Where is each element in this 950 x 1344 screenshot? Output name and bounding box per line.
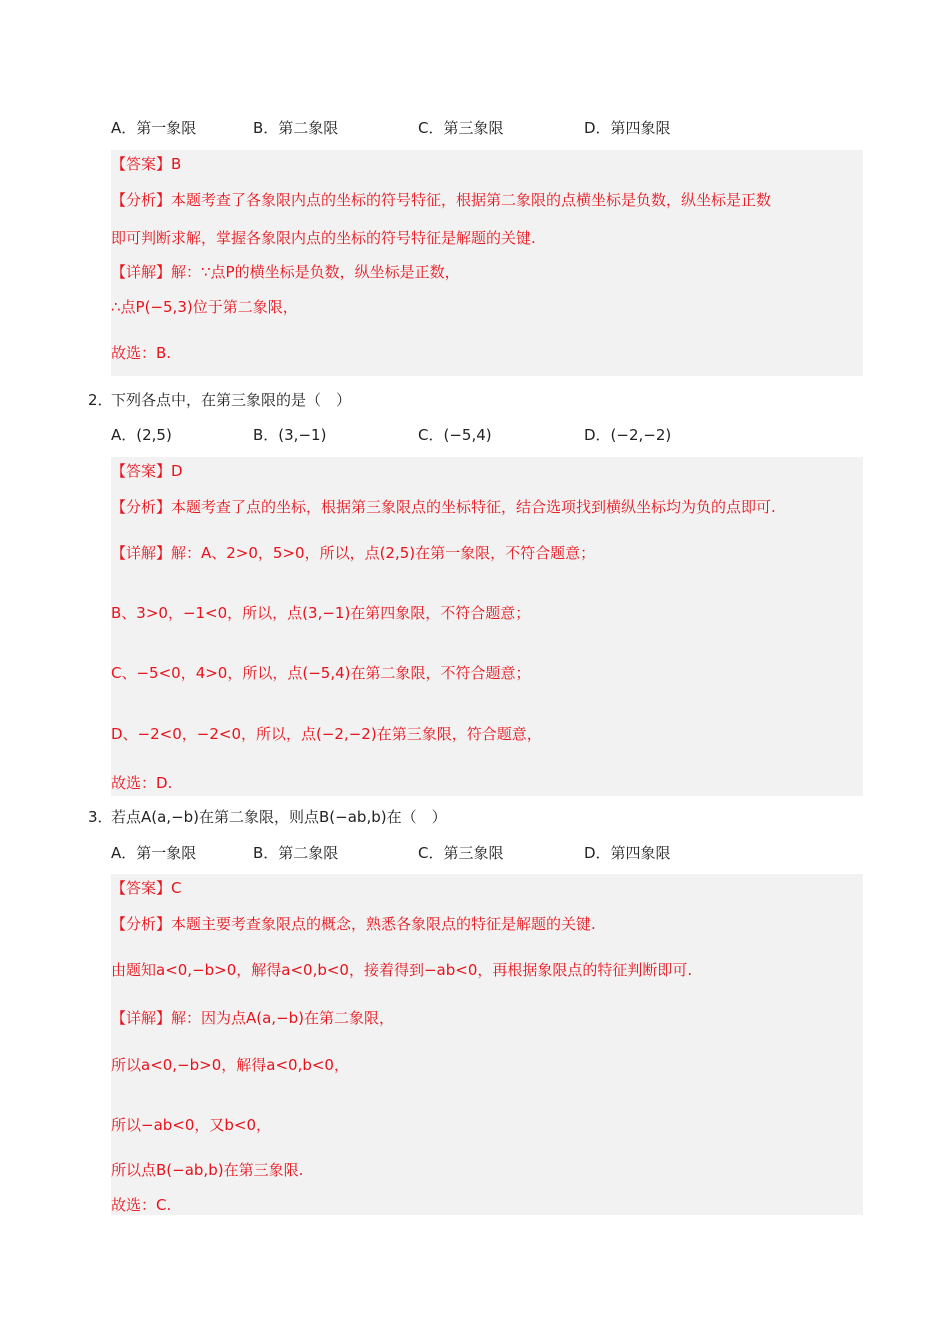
q2-detail-line-2: B、3>0，−1<0，所以，点(3,−1)在第四象限，不符合题意； [111,604,531,622]
q1-option-a: A．第一象限 [111,119,197,137]
q2-option-d: D．(−2,−2) [584,426,672,444]
q2-option-b: B．(3,−1) [253,426,327,444]
q1-option-b: B．第二象限 [253,119,339,137]
q1-analysis-line-1 [111,190,771,210]
q3-option-a: A．第一象限 [111,844,197,862]
q2-choice: 故选：D. [111,774,173,792]
q3-choice: 故选：C. [111,1196,172,1214]
q3-answer: 【答案】C [111,879,182,897]
q1-answer: 【答案】B [111,155,182,173]
q3-detail-line-3: 所以−ab<0，又b<0， [111,1116,272,1134]
q3-analysis-line-2: 由题知a<0,−b>0，解得a<0,b<0，接着得到−ab<0，再根据象限点的特征判断即可. [111,961,693,979]
q2-stem: 下列各点中，在第三象限的是（ ） [111,391,352,409]
q2-analysis: 【分析】本题考查了点的坐标，根据第三象限点的坐标特征，结合选项找到横纵坐标均为负的点即可. [111,498,776,516]
q1-option-c: C．第三象限 [418,119,504,137]
q1-analysis-text-1: 本题考查了各象限内点的坐标的符号特征，根据第二象限的点横坐标是负数，纵坐标是正数 [171,191,772,209]
q1-choice: 故选：B. [111,344,172,362]
q3-detail-line-4: 所以点B(−ab,b)在第三象限. [111,1161,304,1179]
q3-number: 3． [88,808,113,826]
q3-analysis: 【分析】本题主要考查象限点的概念，熟悉各象限点的特征是解题的关键. [111,915,596,933]
q2-detail-line-4: D、−2<0，−2<0，所以，点(−2,−2)在第三象限，符合题意， [111,725,542,743]
q1-option-d: D．第四象限 [584,119,671,137]
q2-number: 2． [88,391,113,409]
q2-option-a: A．(2,5) [111,426,172,444]
q1-detail-text-1: 解：∵点P的横坐标是负数，纵坐标是正数， [171,263,460,281]
q3-option-b: B．第二象限 [253,844,339,862]
q3-detail-line-1: 【详解】解：因为点A(a,−b)在第二象限， [111,1009,395,1027]
q2-detail-line-1: 【详解】解：A、2>0，5>0，所以，点(2,5)在第一象限，不符合题意； [111,544,596,562]
q1-analysis-line-2: 即可判断求解，掌握各象限内点的坐标的符号特征是解题的关键. [111,229,536,247]
q3-detail-line-2: 所以a<0,−b>0，解得a<0,b<0， [111,1056,349,1074]
q1-analysis-label: 【分析】 [111,191,172,209]
q1-detail-line-2: ∴点P(−5,3)位于第二象限， [111,298,298,316]
q1-detail-line-1 [111,262,460,282]
q2-option-c: C．(−5,4) [418,426,492,444]
q2-answer: 【答案】D [111,462,183,480]
q3-stem: 若点A(a,−b)在第二象限，则点B(−ab,b)在（ ） [111,808,447,826]
q3-option-c: C．第三象限 [418,844,504,862]
q1-detail-label: 【详解】 [111,263,172,281]
q3-option-d: D．第四象限 [584,844,671,862]
q2-detail-line-3: C、−5<0，4>0，所以，点(−5,4)在第二象限，不符合题意； [111,664,531,682]
